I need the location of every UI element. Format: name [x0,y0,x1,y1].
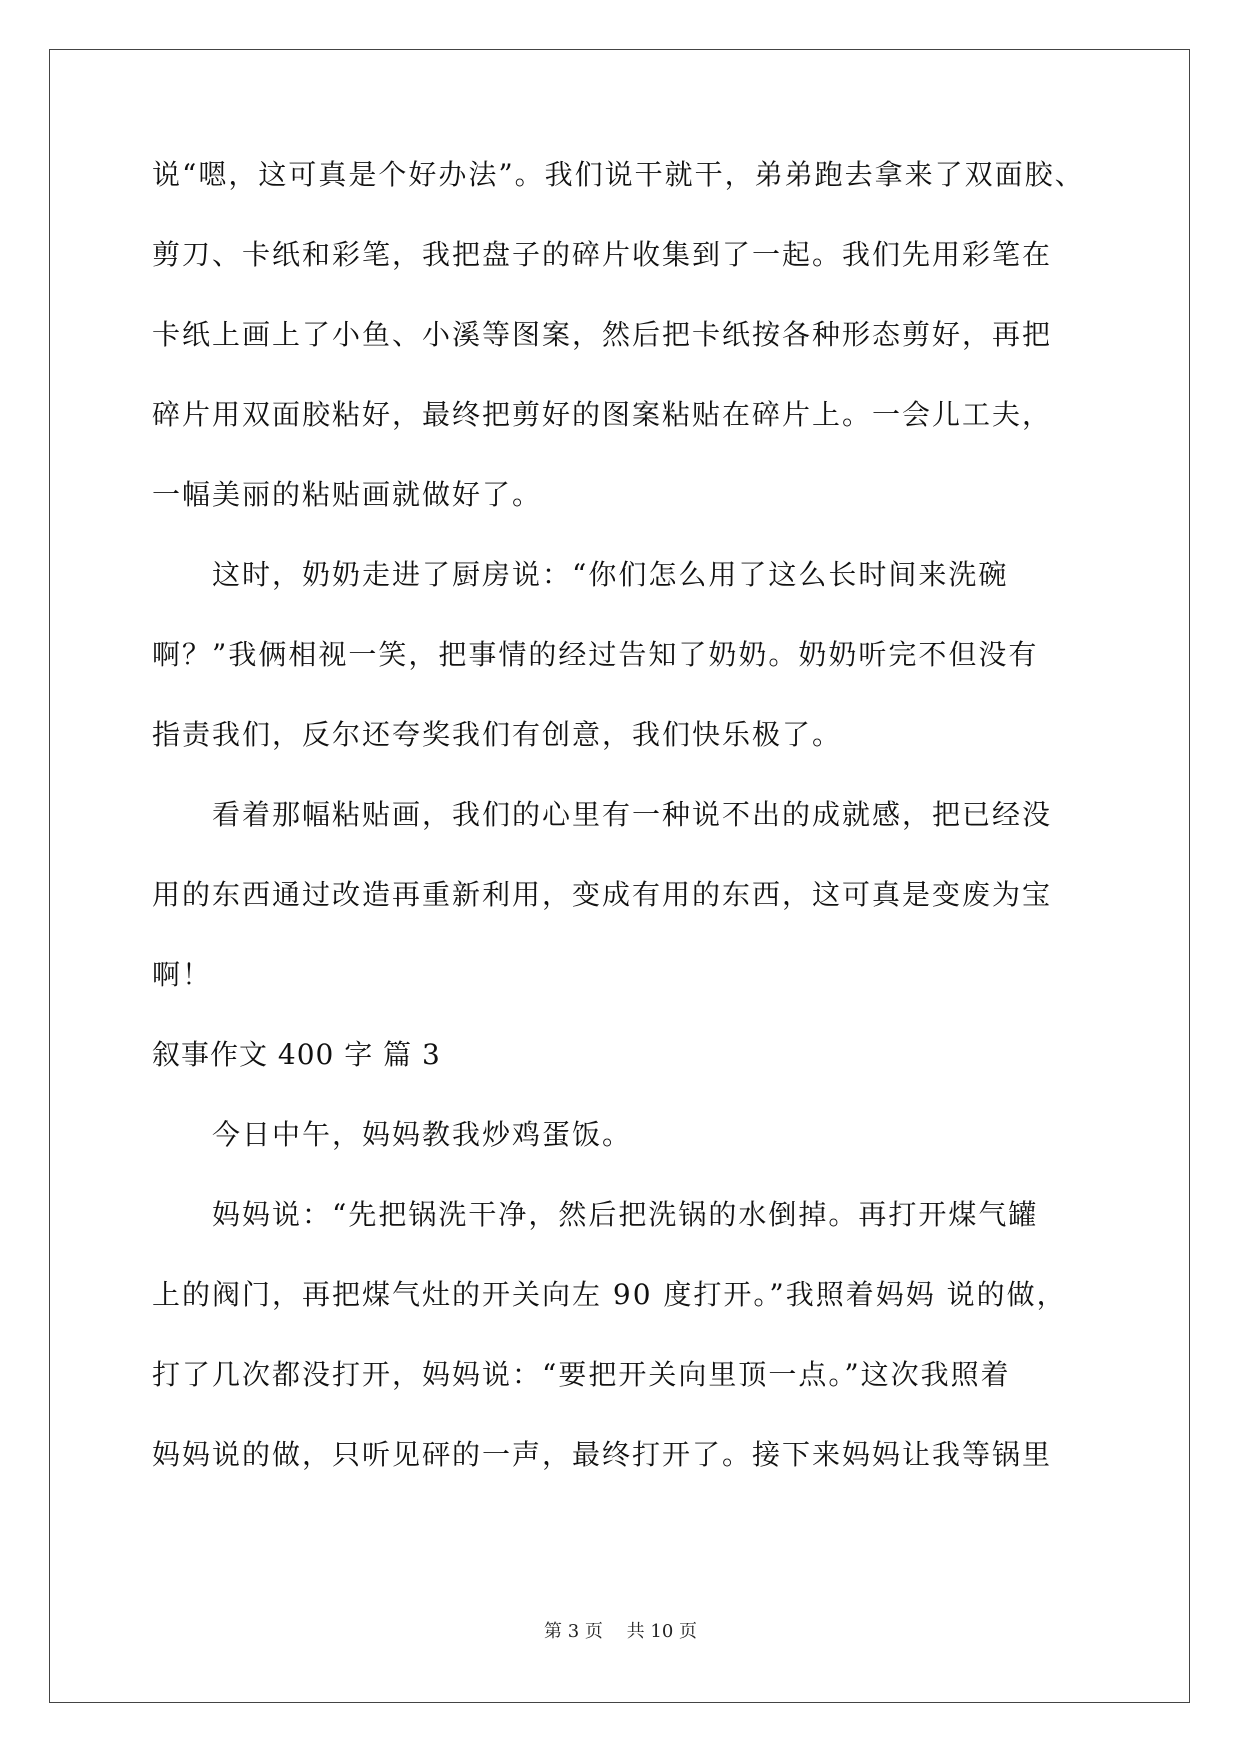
text-line: 指责我们，反尔还夸奖我们有创意，我们快乐极了。 [152,718,843,751]
page-total: 共 10 页 [626,1621,697,1642]
text-line: 妈妈说的做，只听见砰的一声，最终打开了。接下来妈妈让我等锅里 [152,1438,1053,1471]
paragraph-start-line: 今日中午，妈妈教我炒鸡蛋饭。 [212,1118,633,1151]
page-footer [0,1617,1241,1643]
document-body [152,135,1092,1495]
text-line: 打了几次都没打开，妈妈说：“要把开关向里顶一点。”这次我照着 [152,1358,1011,1391]
text-line: 剪刀、卡纸和彩笔，我把盘子的碎片收集到了一起。我们先用彩笔在 [152,238,1053,271]
text-line: 啊？”我俩相视一笑，把事情的经过告知了奶奶。奶奶听完不但没有 [152,638,1039,671]
paragraph-start-line: 这时，奶奶走进了厨房说：“你们怎么用了这么长时间来洗碗 [212,558,1009,591]
text-line: 说“嗯，这可真是个好办法”。我们说干就干，弟弟跑去拿来了双面胶、 [152,158,1085,191]
text-line: 用的东西通过改造再重新利用，变成有用的东西，这可真是变废为宝 [152,878,1053,911]
section-heading: 叙事作文 400 字 篇 3 [152,1038,441,1071]
text-line: 一幅美丽的粘贴画就做好了。 [152,478,543,511]
paragraph-start-line: 看着那幅粘贴画，我们的心里有一种说不出的成就感，把已经没 [212,798,1053,831]
text-line: 卡纸上画上了小鱼、小溪等图案，然后把卡纸按各种形态剪好，再把 [152,318,1053,351]
text-line: 上的阀门，再把煤气灶的开关向左 90 度打开。”我照着妈妈 说的做， [152,1278,1067,1311]
page-number: 第 3 页 [544,1621,603,1642]
text-line: 碎片用双面胶粘好，最终把剪好的图案粘贴在碎片上。一会儿工夫， [152,398,1053,431]
paragraph-start-line: 妈妈说：“先把锅洗干净，然后把洗锅的水倒掉。再打开煤气罐 [212,1198,1039,1231]
text-line: 啊！ [152,958,213,991]
